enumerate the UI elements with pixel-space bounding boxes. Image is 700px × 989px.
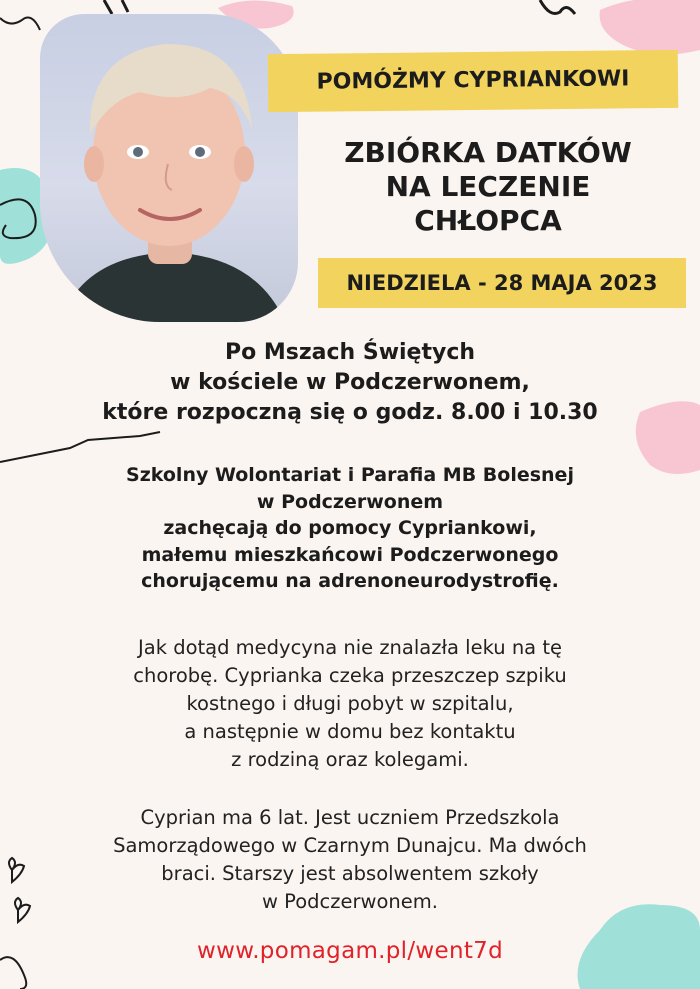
event-date: NIEDZIELA - 28 MAJA 2023 [346, 271, 658, 295]
organizers-text: Szkolny Wolontariat i Parafia MB Bolesnej w Podczerwonem zachęcają do pomocy Cypriankowi, małemu mieszkańcowi Podczerwonego chorującemu na adrenoneurodystrofię. [126, 464, 574, 592]
paragraph-illness: Jak dotąd medycyna nie znalazła leku na tę chorobę. Cyprianka czeka przeszczep szpiku kostnego i długi pobyt w szpitalu, a następnie w domu bez kontaktu z rodziną oraz kolegami. [133, 636, 567, 771]
paragraph-about: Cyprian ma 6 lat. Jest uczniem Przedszkola Samorządowego w Czarnym Dunajcu. Ma dwóch braci. Starszy jest absolwentem szkoły w Podczerwonem. [113, 806, 587, 913]
headline: POMÓŻMY CYPRIANKOWI [316, 66, 630, 95]
date-banner [318, 258, 686, 308]
page-title: ZBIÓRKA DATKÓW NA LECZENIE CHŁOPCA [344, 136, 632, 237]
child-photo [40, 14, 298, 322]
fundraiser-link[interactable]: www.pomagam.pl/went7d [196, 938, 504, 964]
mass-info: Po Mszach Świętych w kościele w Podczerwonem, które rozpoczną się o godz. 8.00 i 10.30 [102, 340, 598, 425]
headline-banner [268, 50, 679, 112]
